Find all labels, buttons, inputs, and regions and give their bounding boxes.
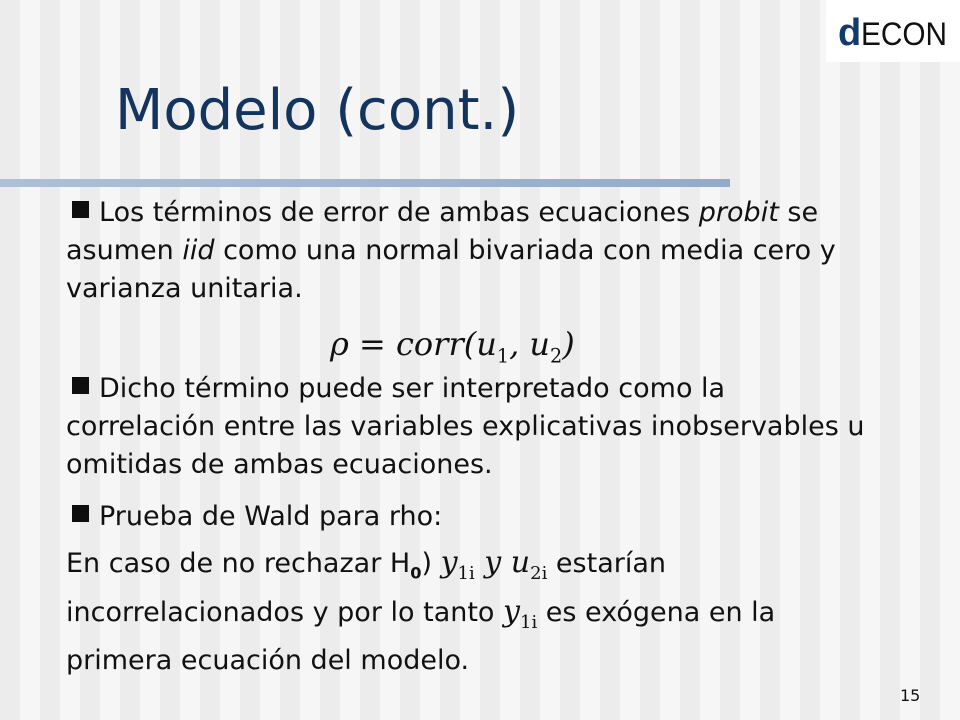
eq-u2-subscript: 2 bbox=[550, 344, 563, 368]
slide-title: Modelo (cont.) bbox=[115, 78, 520, 143]
para-text: estarían incorrelacionados y por lo tanto bbox=[66, 548, 666, 628]
bullet-text: Prueba de Wald para rho: bbox=[99, 501, 443, 532]
math-y-subscript: 1i bbox=[520, 612, 538, 633]
decon-logo bbox=[826, 0, 960, 62]
bullet-square-icon bbox=[72, 505, 89, 522]
bullet-text: como una normal bivariada con media cero y varianza unitaria. bbox=[66, 235, 836, 304]
page-number: 15 bbox=[900, 686, 921, 705]
eq-rho: ρ bbox=[330, 325, 349, 363]
bullet-error-terms bbox=[66, 194, 866, 308]
bullet-wald-test bbox=[66, 498, 866, 536]
bullet-text-italic: probit bbox=[698, 197, 779, 228]
math-and: y bbox=[474, 545, 511, 580]
paragraph-h0-conclusion bbox=[66, 544, 866, 680]
math-u-subscript: 2i bbox=[530, 563, 548, 584]
para-text: es exógena en la primera ecuación del modelo. bbox=[66, 597, 776, 676]
math-y: y bbox=[503, 594, 520, 629]
logo-wordmark: ECON bbox=[861, 16, 947, 52]
bullet-text: Dicho término puede ser interpretado como la correlación entre las variables explicativas inobservables u omitidas de ambas ecuaciones. bbox=[66, 373, 865, 480]
math-y: y bbox=[440, 545, 458, 580]
eq-u1: u bbox=[476, 325, 497, 363]
bullet-square-icon bbox=[72, 201, 89, 218]
logo-letter-d: d bbox=[838, 12, 862, 54]
h0-subscript: 0 bbox=[410, 563, 422, 583]
bullet-text-italic: iid bbox=[182, 235, 215, 266]
bullet-text: Los términos de error de ambas ecuaciones bbox=[99, 197, 699, 228]
eq-close-paren: ) bbox=[562, 325, 575, 363]
bullet-text: se asumen bbox=[66, 197, 819, 266]
bullet-interpretation bbox=[66, 370, 866, 484]
bullet-square-icon bbox=[72, 377, 89, 394]
eq-corr: corr( bbox=[395, 325, 477, 363]
para-text: En caso de no rechazar H bbox=[66, 548, 411, 579]
eq-u1-subscript: 1 bbox=[496, 344, 510, 368]
eq-comma: , bbox=[509, 325, 530, 363]
math-y-subscript: 1i bbox=[457, 563, 475, 584]
math-y1i-and-u2i bbox=[440, 545, 548, 584]
eq-equals: = bbox=[348, 325, 396, 363]
para-text: ) bbox=[421, 548, 432, 579]
rho-equation bbox=[330, 325, 575, 367]
eq-u2: u bbox=[529, 325, 551, 363]
math-y1i bbox=[503, 594, 538, 633]
math-u: u bbox=[510, 545, 531, 580]
title-underline bbox=[0, 179, 730, 187]
